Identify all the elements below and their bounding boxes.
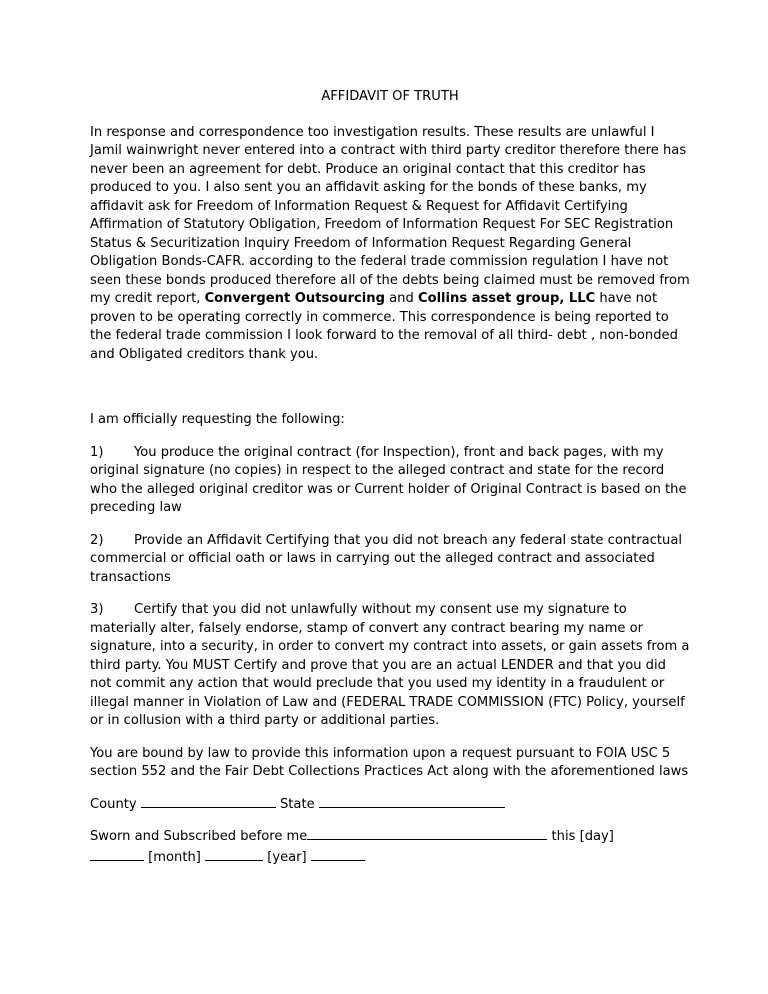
- sworn-label: Sworn and Subscribed before me: [90, 829, 308, 844]
- company-name-2: Collins asset group, LLC: [417, 291, 596, 306]
- county-blank[interactable]: [141, 794, 276, 808]
- request-intro: I am officially requesting the following:: [90, 412, 345, 427]
- day-label: this [day]: [551, 829, 614, 844]
- date-row: [90, 847, 690, 868]
- county-label: County: [90, 796, 137, 812]
- closing-paragraph: You are bound by law to provide this information upon a request pursuant to FOIA USC 5 section 552 and the Fair Debt Collections Practices Act along with the aforementioned laws: [90, 745, 689, 779]
- state-blank[interactable]: [319, 794, 505, 808]
- opening-paragraph-lead: In response and correspondence too investigation results. These results are unlawful I Jamil wainwright never entered into a contract with third party creditor therefore there has never been an agreement for debt. Produce an original contact that this creditor has produced to you. I also sent you an affidavit asking for the bonds of these banks, my affidavit ask for Freedom of Information Request & Request for Affidavit Certifying Affirmation of Statutory Obligation, Freedom of Information Request For SEC Registration Status & Securitization Inquiry Freedom of Information Request Regarding General Obligation Bonds-CAFR. according to the federal trade commission regulation I have not seen these bonds produced therefore all of the debts being claimed must be removed from my credit report,: [90, 124, 690, 306]
- month-label: [month]: [148, 849, 201, 865]
- day-blank[interactable]: [90, 847, 144, 861]
- item-text: You produce the original contract (for Inspection), front and back pages, with my original signature (no copies) in respect to the alleged contract and state for the record who the alleged original creditor was or Current holder of Original Contract is based on the preceding law: [90, 444, 687, 515]
- opening-paragraph: [90, 124, 690, 365]
- item-number: 1): [90, 444, 104, 460]
- conjunction: and: [385, 291, 418, 306]
- year-label: [year]: [267, 849, 307, 865]
- request-item-2: [90, 532, 690, 588]
- month-blank[interactable]: [205, 847, 263, 861]
- notary-blank[interactable]: [307, 826, 547, 840]
- document-title: AFFIDAVIT OF TRUTH: [321, 89, 459, 104]
- request-item-3: [90, 601, 690, 731]
- request-item-1: [90, 444, 690, 518]
- state-label: State: [279, 796, 315, 812]
- item-number: 2): [90, 532, 104, 548]
- county-state-row: [90, 794, 690, 815]
- opening-paragraph-tail: have not proven to be operating correctly in commerce. This correspondence is being reported to the federal trade commission I look forward to the removal of all third- debt , non-bonded and Obligated creditors thank you.: [90, 291, 678, 362]
- item-text: Certify that you did not unlawfully without my consent use my signature to materially alter, falsely endorse, stamp of convert any contract bearing my name or signature, into a security, in order to convert my contract into assets, or gain assets from a third party. You MUST Certify and prove that you are an actual LENDER and that you did not commit any action that would preclude that you used my identity in a fraudulent or illegal manner in Violation of Law and (FEDERAL TRADE COMMISSION (FTC) Policy, yourself or in collusion with a third party or additional parties.: [90, 602, 690, 728]
- company-name-1: Convergent Outsourcing: [204, 291, 385, 306]
- document-page: [90, 88, 690, 867]
- item-text: Provide an Affidavit Certifying that you did not breach any federal state contractual commercial or official oath or laws in carrying out the alleged contract and associated transactions: [90, 532, 682, 585]
- sworn-row: [90, 826, 690, 847]
- year-blank[interactable]: [311, 847, 365, 861]
- item-number: 3): [90, 602, 104, 617]
